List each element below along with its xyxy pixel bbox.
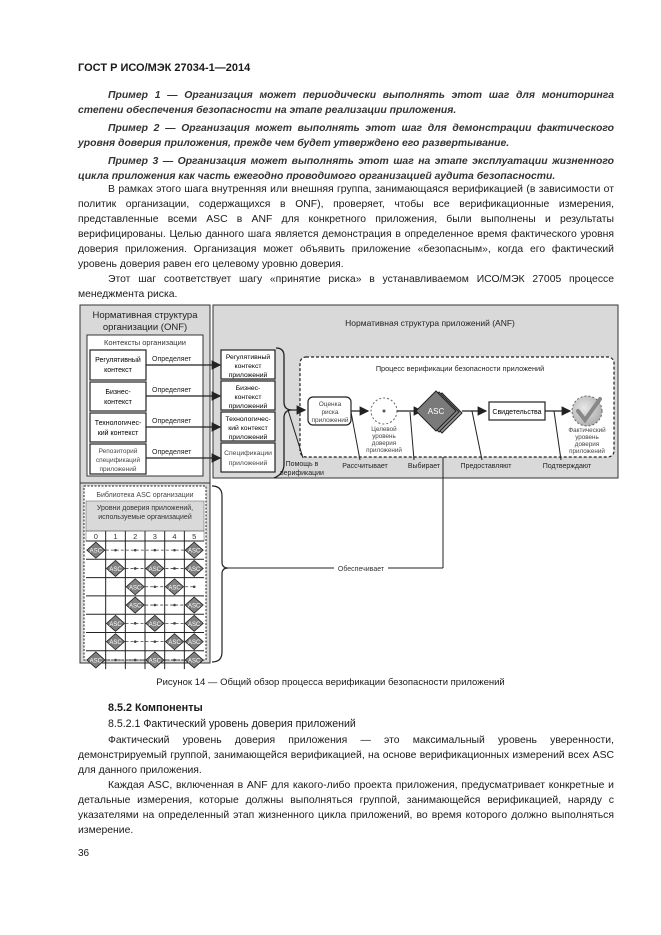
onf-title: Нормативная структура [92,310,198,321]
svg-text:ASC: ASC [129,603,142,610]
svg-text:Спецификации: Спецификации [224,450,272,457]
paragraph: Этот шаг соответствует шагу «принятие риска» в устанавливаемом ИСО/МЭК 27005 процессе менеджмента риска. [78,274,614,300]
svg-text:ASC: ASC [109,621,122,628]
svg-text:ASC: ASC [89,548,103,555]
paragraph: В рамках этого шага внутренняя или внешняя группа, занимающаяся верификацией (в зависимости от политик организации, содержащихся в ONF), проверяет, чтобы все верификационные измерения, представленные всеми ASC в ANF для конкретного приложения, были выполнены и результаты верифицированы. Целью данного шага является демонстрация в определенное время фактического уровня доверия приложения. Организация может объявить приложение «безопасным», когда его фактический уровень доверия равен его целевому уровню доверия. [78,184,614,270]
org-spec-repository [90,444,146,474]
svg-text:ASC: ASC [89,658,103,665]
svg-text:приложений: приложений [569,448,605,455]
svg-text:приложений: приложений [228,434,268,441]
svg-text:приложений: приложений [366,447,402,454]
contexts-title: Контексты организации [104,338,186,347]
svg-text:Уровни доверия приложений,: Уровни доверия приложений, [96,505,194,512]
svg-text:Технологичес-: Технологичес- [94,420,142,427]
app-context-business [221,381,275,410]
level-header: 4 [172,532,177,541]
svg-text:ASC: ASC [168,585,181,592]
example-1: Пример 1 — Организация может периодически выполнять этот шаг для мониторинга степени обеспечения безопасности на этапе реализации приложения. [78,90,614,116]
body-text-2 [78,733,614,838]
svg-text:Рассчитывает: Рассчитывает [342,463,388,470]
svg-text:ASC: ASC [188,566,201,573]
svg-text:Помощь в: Помощь в [285,461,319,468]
svg-text:приложений: приложений [311,417,349,424]
svg-text:доверия: доверия [574,441,600,448]
example-2: Пример 2 — Организация может выполнять этот шаг для демонстрации фактического уровня доверия приложения, прежде чем будет утверждено его развертывание. [78,123,614,149]
svg-text:ASC: ASC [129,585,142,592]
svg-text:Определяет: Определяет [152,449,192,456]
svg-text:ASC: ASC [148,566,162,573]
svg-text:контекст: контекст [104,367,132,374]
svg-text:ASC: ASC [188,621,201,628]
svg-text:приложений: приложений [228,372,268,379]
svg-text:ASC: ASC [427,407,445,416]
svg-text:используемые организацией: используемые организацией [98,514,192,521]
svg-text:Регулятивный: Регулятивный [95,357,141,364]
org-context-business [90,382,146,411]
svg-text:ASC: ASC [148,658,162,665]
svg-text:Оценка: Оценка [318,401,342,408]
section-heading: 8.5.2 Компоненты [108,702,203,714]
svg-text:ASC: ASC [148,621,162,628]
figure-caption: Рисунок 14 — Общий обзор процесса верификации безопасности приложений [156,677,505,688]
anf-title: Нормативная структура приложений (ANF) [345,318,515,328]
svg-text:Бизнес-: Бизнес- [235,385,261,392]
svg-text:ASC: ASC [109,566,122,573]
level-header: 1 [113,532,118,541]
provides-label: Обеспечивает [337,566,385,573]
level-header: 3 [152,532,157,541]
svg-text:Определяет: Определяет [152,356,192,363]
org-context-regulatory [90,350,146,380]
svg-text:Предоставляют: Предоставляют [460,463,512,470]
svg-text:Выбирает: Выбирает [407,463,441,470]
page-number: 36 [78,848,90,859]
svg-text:Определяет: Определяет [152,418,192,425]
svg-text:приложений: приложений [228,460,268,467]
svg-text:ASC: ASC [109,640,122,647]
paragraph: Каждая ASC, включенная в ANF для какого-либо проекта приложения, предусматривает конкретные и детальные измерения, которые должны выполняться группой, занимающейся верификацией, наряду с указателями на определенный этап жизненного цикла приложений, во время которого должно выполняться измерение. [78,780,614,836]
svg-text:Определяет: Определяет [152,387,192,394]
svg-text:ASC: ASC [188,658,201,665]
svg-text:верификации: верификации [280,470,324,477]
svg-text:Библиотека ASC организации: Библиотека ASC организации [96,492,194,499]
org-context-technological [90,413,146,442]
svg-text:приложений: приложений [228,403,268,410]
library-brace [212,486,228,662]
svg-text:контекст: контекст [234,394,262,401]
svg-text:Целевой: Целевой [371,426,397,433]
app-context-technological [221,412,275,441]
svg-text:Технологичес-: Технологичес- [225,416,271,423]
svg-text:Бизнес-: Бизнес- [105,389,131,396]
svg-text:кий контекст: кий контекст [97,430,139,437]
svg-text:ASC: ASC [188,603,201,610]
svg-text:доверия: доверия [371,440,397,447]
app-specifications [221,443,275,472]
svg-text:ASC: ASC [188,640,201,647]
svg-text:приложений: приложений [99,466,137,473]
app-context-regulatory [221,350,275,379]
onf-title: организации (ONF) [102,322,188,333]
risk-assessment-box [308,397,351,425]
svg-text:контекст: контекст [104,399,132,406]
paragraph: Фактический уровень доверия приложения — это максимальный уровень уверенности, демонстрируемый группой, занимающейся верификацией, на основе верификационных измерений всех ASC для данного приложения. [78,735,614,776]
svg-text:риска: риска [321,409,339,416]
example-3: Пример 3 — Организация может выполнять этот шаг на этапе эксплуатации жизненного цикла приложения как часть ежегодно проводимого организацией аудита безопасности. [78,156,614,182]
svg-text:уровень: уровень [575,434,599,441]
svg-text:Процесс верификации безопаснос: Процесс верификации безопасности приложений [375,364,545,373]
svg-text:Свидетельства: Свидетельства [492,409,542,416]
svg-text:кий контекст: кий контекст [228,425,268,432]
document-header: ГОСТ Р ИСО/МЭК 27034-1—2014 [78,62,251,74]
svg-text:Подтверждают: Подтверждают [542,463,592,470]
svg-text:ASC: ASC [168,640,181,647]
svg-text:уровень: уровень [372,433,396,440]
level-header: 2 [133,532,138,541]
svg-text:Регулятивный: Регулятивный [225,354,271,361]
svg-text:ASC: ASC [188,548,201,555]
level-header: 5 [192,532,197,541]
svg-text:Репозиторий: Репозиторий [98,448,138,455]
svg-text:спецификаций: спецификаций [95,457,141,464]
subsection-heading: 8.5.2.1 Фактический уровень доверия приложений [108,718,356,730]
evidence-box [489,402,545,420]
svg-text:контекст: контекст [234,363,262,370]
svg-text:Фактический: Фактический [568,427,606,434]
level-header: 0 [93,532,98,541]
